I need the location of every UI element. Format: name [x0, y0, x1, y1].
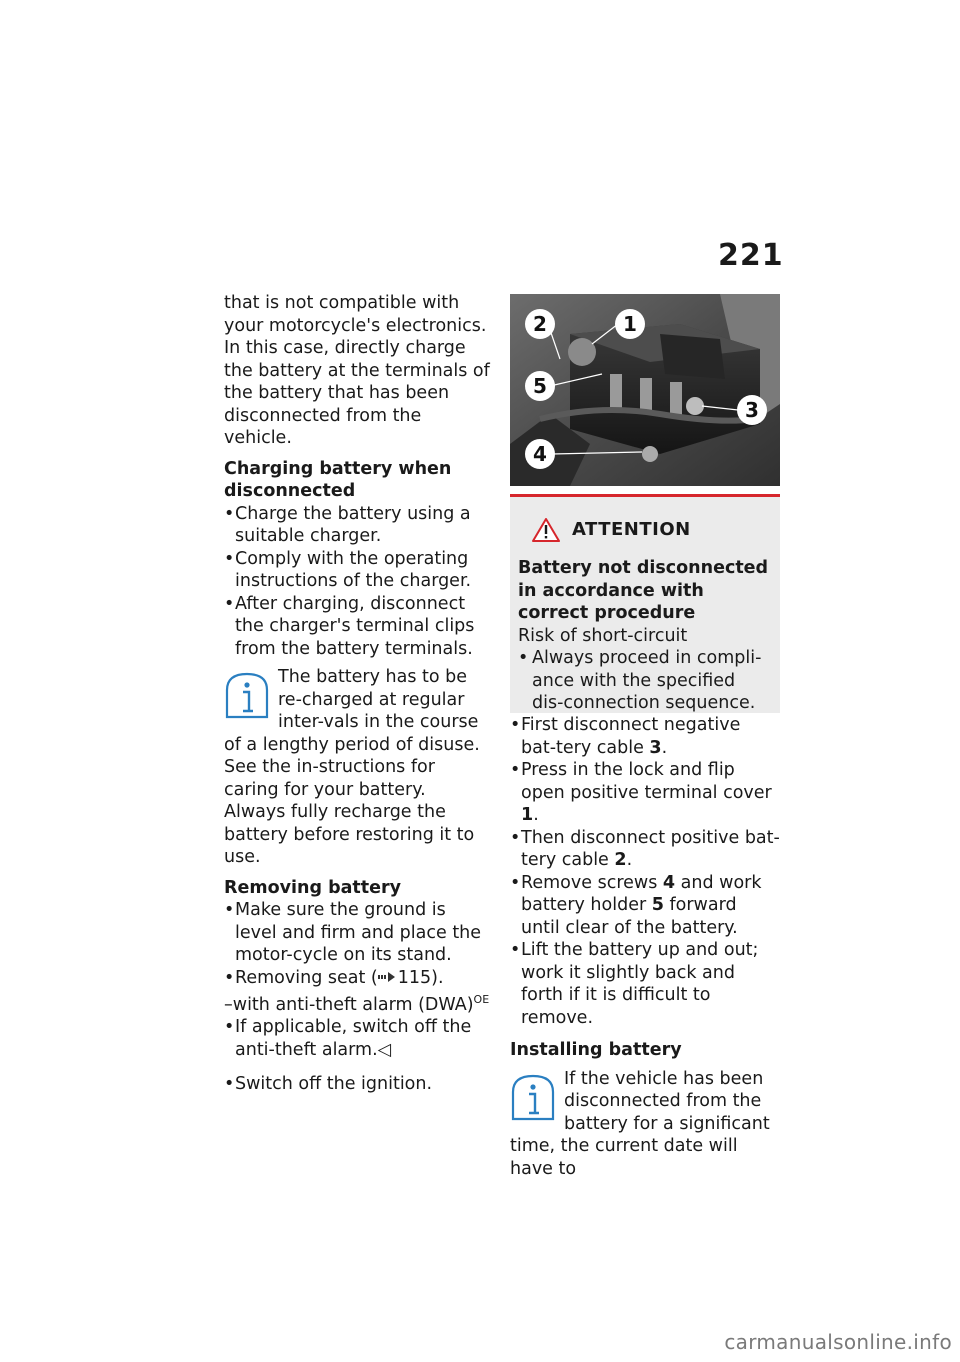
attention-panel [510, 494, 780, 713]
callout-5: 5 [533, 374, 547, 398]
list-item [224, 967, 492, 990]
right-column [510, 714, 780, 1188]
attention-subtitle: Battery not disconnected in accordance with correct procedure [518, 558, 769, 623]
info-note-charge [224, 666, 492, 869]
page-number: 221 [718, 238, 784, 273]
oe-superscript: OE [473, 993, 490, 1006]
list-item: • Switch off the ignition. [224, 1073, 492, 1096]
heading-charging: Charging battery when disconnected [224, 458, 452, 501]
list-item: • If applicable, switch off the anti-theft alarm.◁ [224, 1016, 492, 1061]
note-text: If the vehicle has been disconnected from the battery for a significant time, the current date will have to [510, 1068, 770, 1179]
seat-page-link[interactable]: 115). [397, 967, 444, 988]
callout-4: 4 [533, 442, 547, 466]
step-seat-text: Removing seat ( [235, 967, 378, 988]
intro-paragraph: that is not compatible with your motorcycle's electronics. In this case, directly charge the battery at the terminals of the battery that has been disconnected from the vehicle. [224, 293, 490, 448]
list-item: • Then disconnect positive bat-tery cable 2. [510, 827, 780, 872]
left-column [224, 292, 492, 1096]
callout-2: 2 [533, 312, 547, 336]
callout-3: 3 [745, 398, 759, 422]
page-reference-arrow-icon [378, 971, 398, 983]
list-item: • Charge the battery using a suitable charger. [224, 503, 492, 548]
attention-risk: Risk of short-circuit [518, 625, 688, 646]
note-text: The battery has to be re-charged at regular inter-vals in the course of a lengthy period of disuse. See the in-structions for caring for your battery. Always fully recharge the battery before restoring it to use. [224, 667, 480, 867]
optional-equipment-label: –with anti-theft alarm (DWA)$^{OE}$ [224, 993, 490, 1015]
alarm-steps [224, 1016, 492, 1061]
info-icon [224, 670, 270, 720]
list-item: • Lift the battery up and out; work it slightly back and forth if it is difficult to remove. [510, 939, 780, 1029]
list-item: • Remove screws 4 and work battery holder 5 forward until clear of the battery. [510, 872, 780, 940]
list-item: • Press in the lock and flip open positive terminal cover 1. [510, 759, 780, 827]
list-item: • First disconnect negative bat-tery cable 3. [510, 714, 780, 759]
list-item: • After charging, disconnect the charger's terminal clips from the battery terminals. [224, 593, 492, 661]
ignition-steps [224, 1073, 492, 1096]
info-icon [510, 1072, 556, 1122]
list-item: • Comply with the operating instructions of the charger. [224, 548, 492, 593]
heading-removing: Removing battery [224, 877, 402, 898]
battery-photo [510, 294, 780, 486]
end-marker-icon: ◁ [377, 1039, 392, 1060]
attention-list [518, 647, 772, 715]
disconnect-steps [510, 714, 780, 1029]
warning-triangle-icon [532, 517, 560, 543]
list-item: • Always proceed in compli-ance with the specified dis-connection sequence. [518, 647, 772, 715]
list-item: • Make sure the ground is level and firm and place the motor-cycle on its stand. [224, 899, 492, 967]
attention-title: ATTENTION [532, 517, 772, 543]
watermark: carmanualsonline.info [724, 1330, 952, 1354]
callout-1: 1 [623, 312, 637, 336]
info-note-install [510, 1068, 780, 1181]
heading-installing: Installing battery [510, 1040, 682, 1060]
removing-steps [224, 899, 492, 989]
charging-steps [224, 503, 492, 661]
